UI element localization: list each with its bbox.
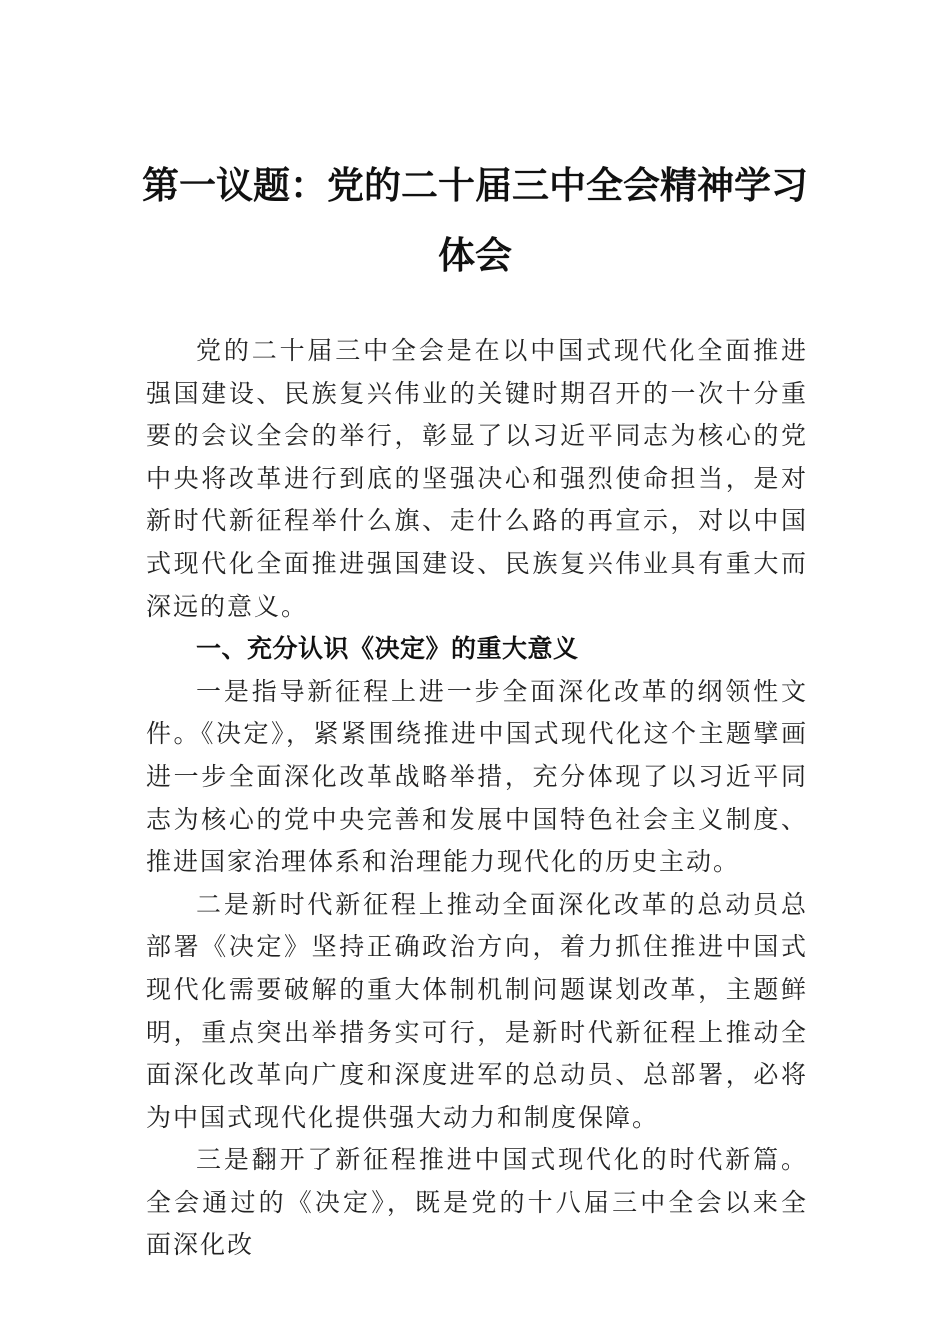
section-heading: 一、充分认识《决定》的重大意义 <box>196 634 579 664</box>
point-one-paragraph: 一是指导新征程上进一步全面深化改革的纲领性文件。《决定》，紧紧围绕推进中国式现代化这个主题擘画进一步全面深化改革战略举措，充分体现了以习近平同志为核心的党中央完善和发展中国特色社会主义制度、推进国家治理体系和治理能力现代化的历史主动。 <box>146 676 808 877</box>
point-three-paragraph: 三是翻开了新征程推进中国式现代化的时代新篇。全会通过的《决定》，既是党的十八届三中全会以来全面深化改 <box>146 1145 808 1260</box>
document-title-line-2: 体会 <box>438 233 512 277</box>
intro-paragraph: 党的二十届三中全会是在以中国式现代化全面推进强国建设、民族复兴伟业的关键时期召开的一次十分重要的会议全会的举行，彰显了以习近平同志为核心的党中央将改革进行到底的坚强决心和强烈使命担当，是对新时代新征程举什么旗、走什么路的再宣示，对以中国式现代化全面推进强国建设、民族复兴伟业具有重大而深远的意义。 <box>146 336 808 621</box>
point-two-paragraph: 二是新时代新征程上推动全面深化改革的总动员总部署《决定》坚持正确政治方向，着力抓住推进中国式现代化需要破解的重大体制机制问题谋划改革，主题鲜明，重点突出举措务实可行，是新时代新征程上推动全面深化改革向广度和深度进军的总动员、总部署，必将为中国式现代化提供强大动力和制度保障。 <box>146 889 808 1132</box>
document-body <box>146 330 808 1267</box>
document-title-line-1: 第一议题：党的二十届三中全会精神学习 <box>142 163 808 207</box>
